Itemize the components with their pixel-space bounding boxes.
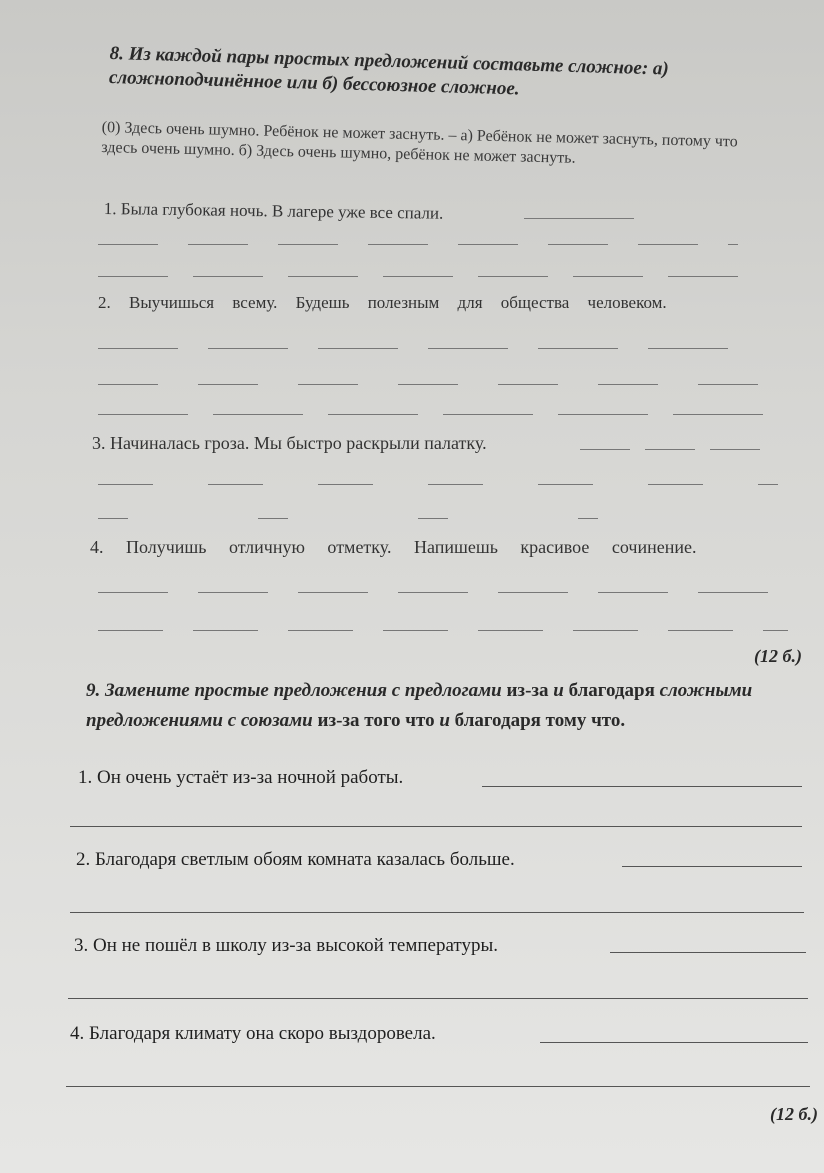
task9-item-1: 1. Он очень устаёт из-за ночной работы.	[78, 767, 404, 788]
task9-item-3: 3. Он не пошёл в школу из-за высокой температуры.	[74, 935, 498, 956]
task9-instruction-part: и	[548, 680, 569, 701]
task9-keyword: благодаря	[568, 680, 655, 701]
task8-item-4: 4. Получишь отличную отметку. Напишешь красивое сочинение.	[90, 537, 697, 557]
answer-line[interactable]	[98, 484, 778, 485]
task9-score: (12 б.)	[770, 1104, 818, 1124]
task8-instruction: Из каждой пары простых предложений составьте сложное: а) сложноподчинённое или б) бессоюзное сложное.	[108, 43, 670, 100]
answer-line[interactable]	[98, 384, 758, 385]
task9-heading	[86, 676, 802, 736]
task8-score: (12 б.)	[754, 646, 802, 666]
task8-item-1: 1. Была глубокая ночь. В лагере уже все спали.	[103, 198, 444, 223]
task9-keyword: из-за того что	[317, 710, 435, 731]
answer-line[interactable]	[580, 449, 770, 450]
task8-sample: (0) Здесь очень шумно. Ребёнок не может заснуть. – а) Ребёнок не может заснуть, потому что здесь очень шумно. б) Здесь очень шумно, ребёнок не может заснуть.	[101, 118, 738, 167]
task9-instruction-part: 9. Замените простые предложения с предлогами	[86, 680, 507, 701]
answer-line[interactable]	[540, 1042, 808, 1043]
answer-line[interactable]	[98, 244, 738, 245]
answer-line[interactable]	[98, 518, 598, 519]
task9-instruction-part: и	[434, 710, 455, 731]
task9-instruction-part: сложными предложениями с союзами	[86, 680, 753, 731]
task9-item-4: 4. Благодаря климату она скоро выздоровела.	[70, 1023, 436, 1044]
answer-line[interactable]	[622, 866, 802, 867]
task8-heading	[109, 42, 764, 108]
task9-keyword: из-за	[506, 680, 549, 701]
answer-line[interactable]	[610, 952, 806, 953]
answer-line[interactable]	[98, 276, 758, 277]
answer-line[interactable]	[524, 218, 634, 219]
task9-keyword: благодаря тому что.	[454, 710, 626, 731]
task8-item-3: 3. Начиналась гроза. Мы быстро раскрыли палатку.	[92, 433, 487, 453]
task8-number: 8.	[109, 42, 125, 65]
answer-line[interactable]	[482, 786, 802, 787]
task9-item-2: 2. Благодаря светлым обоям комната казалась больше.	[76, 849, 515, 870]
answer-line[interactable]	[98, 592, 788, 593]
answer-line[interactable]	[70, 912, 804, 913]
answer-line[interactable]	[98, 348, 728, 349]
answer-line[interactable]	[68, 998, 808, 999]
answer-line[interactable]	[98, 630, 788, 631]
answer-line[interactable]	[98, 414, 778, 415]
answer-line[interactable]	[70, 826, 802, 827]
task8-item-2: 2. Выучишься всему. Будешь полезным для общества человеком.	[98, 293, 667, 312]
answer-line[interactable]	[66, 1086, 810, 1087]
